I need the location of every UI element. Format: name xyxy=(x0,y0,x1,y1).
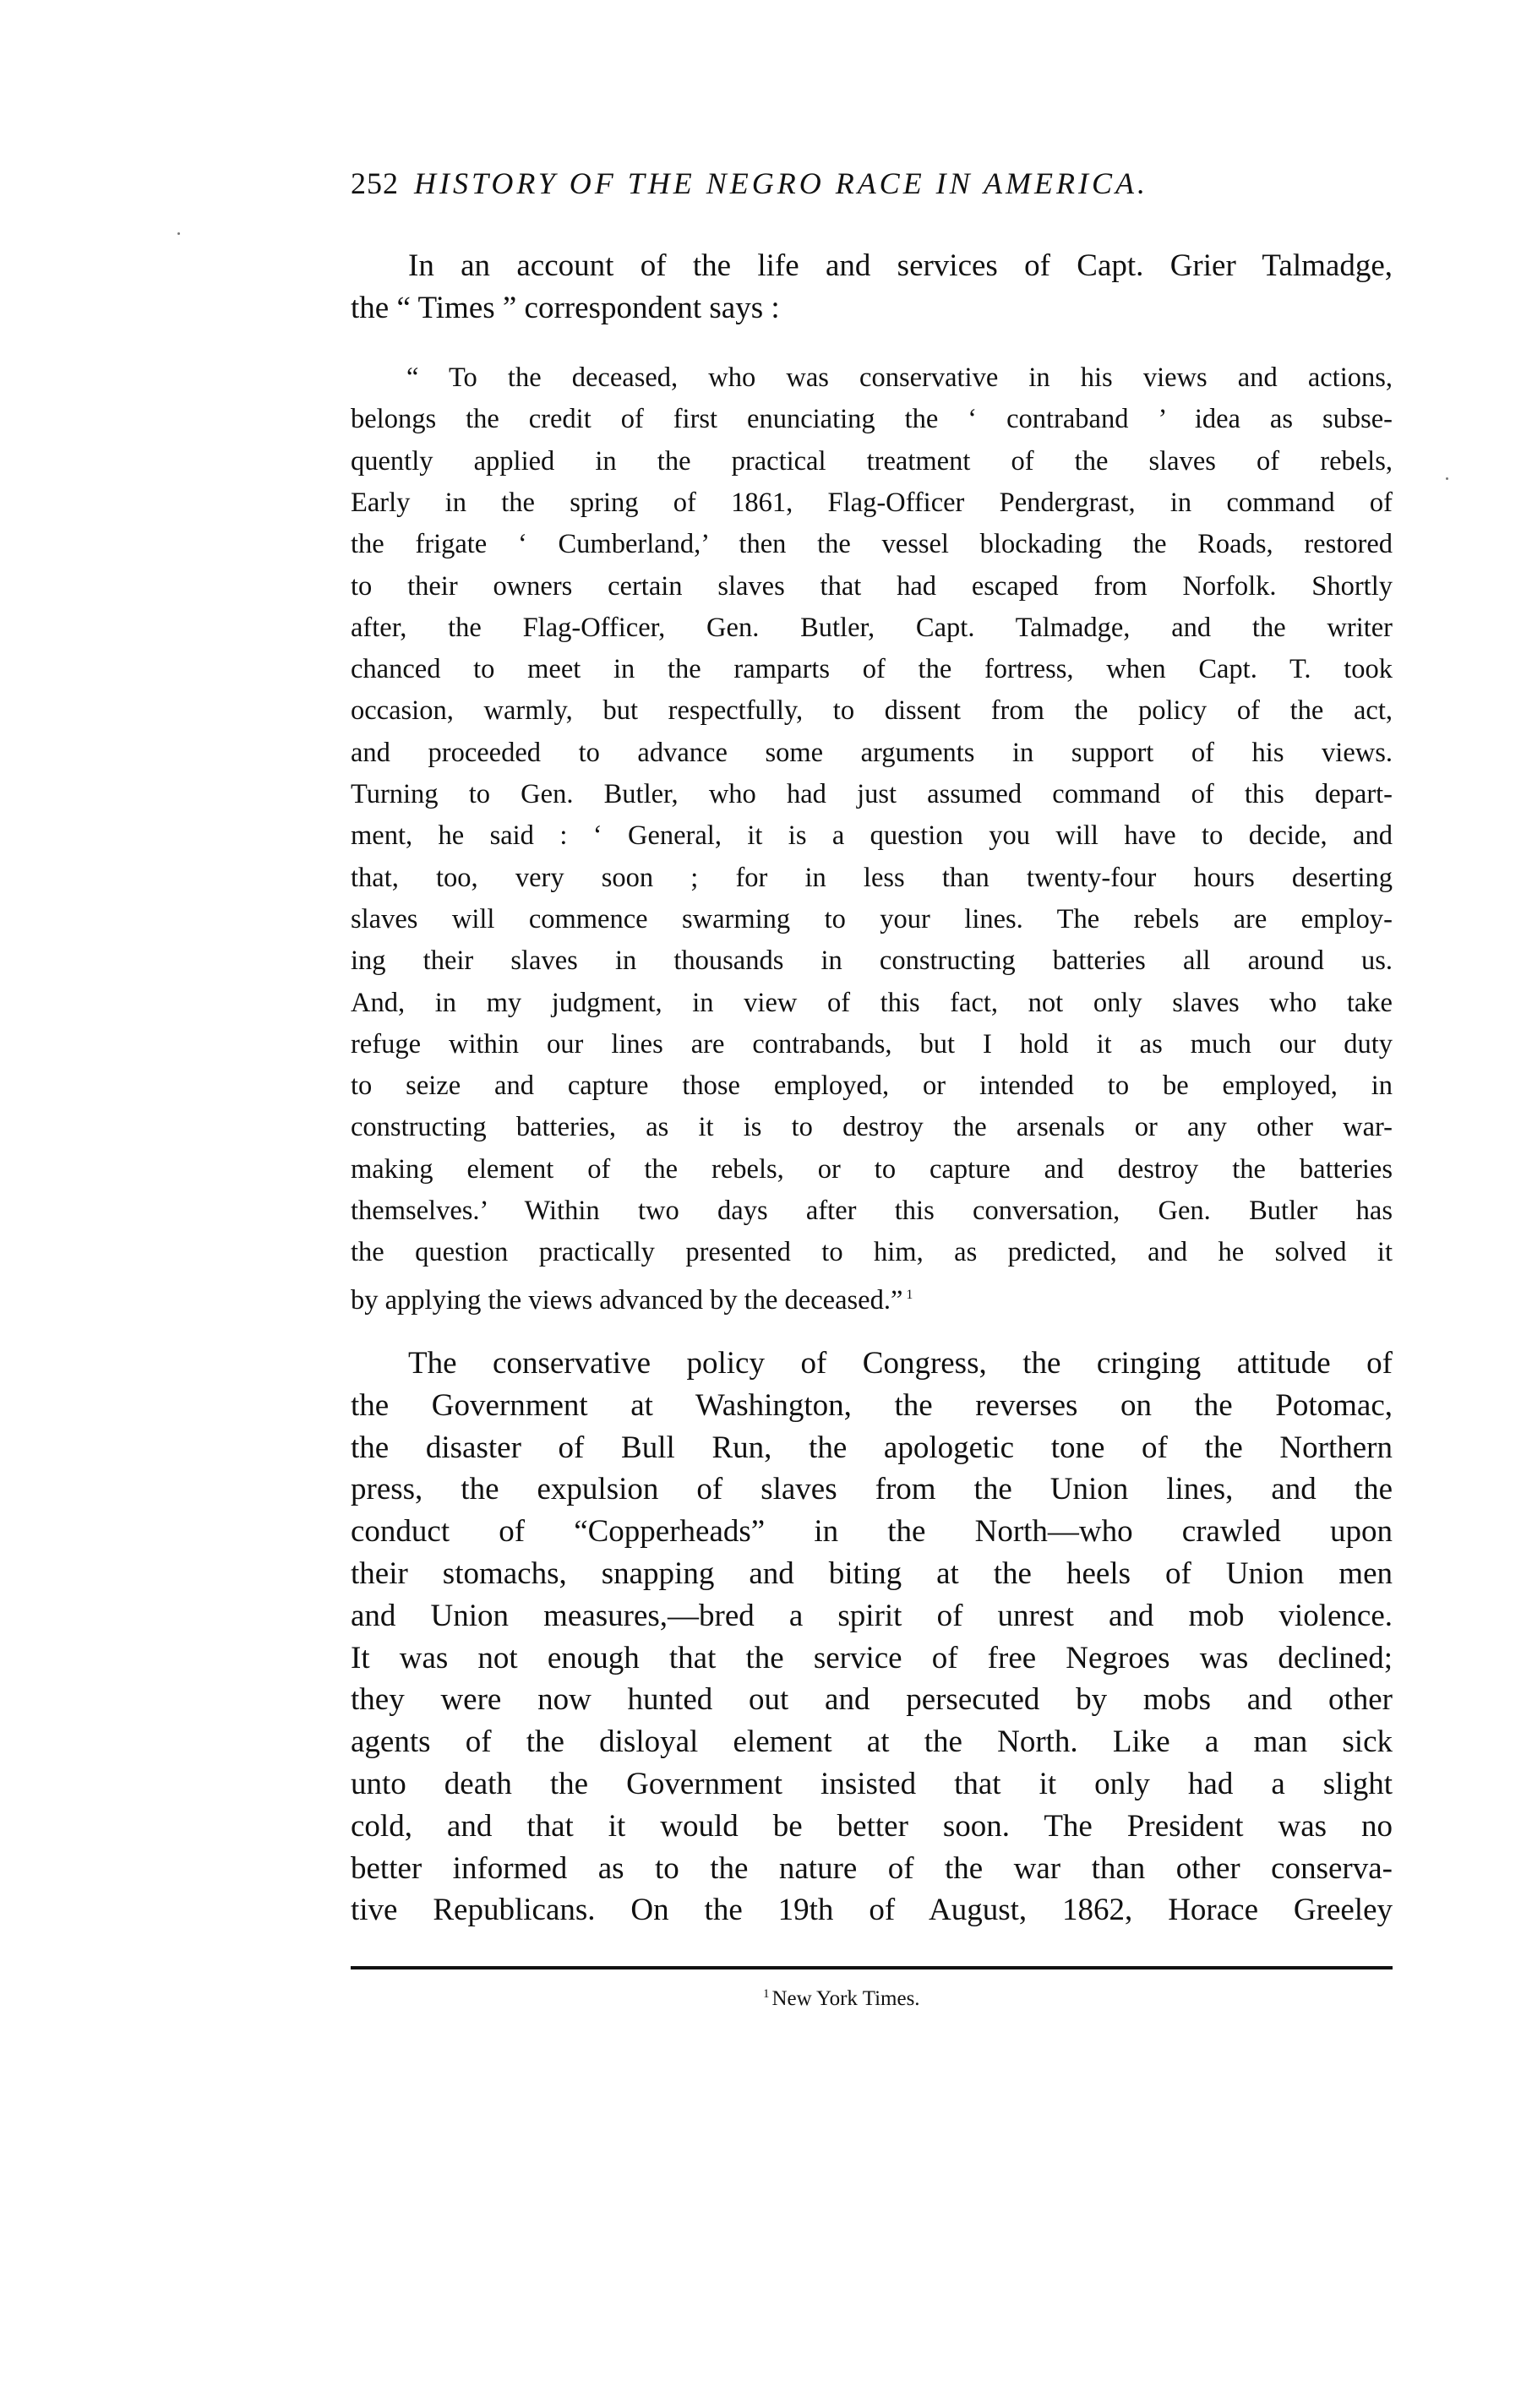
text-line: the “ Times ” correspondent says : xyxy=(351,290,780,325)
paper-speck xyxy=(177,232,180,235)
text-line: chanced to meet in the ramparts of the fortress, when Capt. T. took xyxy=(351,654,1393,685)
text-line: agents of the disloyal element at the North. Like a man sick xyxy=(351,1724,1393,1760)
footnote-marker: 1 xyxy=(763,1987,770,2001)
text-line: making element of the rebels, or to capture and destroy the batteries xyxy=(351,1153,1393,1185)
text-line: refuge within our lines are contrabands, but I hold it as much our duty xyxy=(351,1028,1393,1060)
text-line: constructing batteries, as it is to destroy the arsenals or any other war- xyxy=(351,1112,1393,1143)
text-line: to seize and capture those employed, or intended to be employed, in xyxy=(351,1071,1393,1102)
running-header xyxy=(351,166,1393,201)
running-title: HISTORY OF THE NEGRO RACE IN AMERICA. xyxy=(414,166,1148,200)
text-line: press, the expulsion of slaves from the Union lines, and the xyxy=(351,1472,1393,1507)
text-line: their stomachs, snapping and biting at the heels of Union men xyxy=(351,1556,1393,1591)
text-line: Early in the spring of 1861, Flag-Officer Pendergrast, in command of xyxy=(351,487,1393,518)
text-line: the disaster of Bull Run, the apologetic tone of the Northern xyxy=(351,1430,1393,1465)
text-line: The conservative policy of Congress, the cringing attitude of xyxy=(408,1346,1393,1381)
text-line: In an account of the life and services of Capt. Grier Talmadge, xyxy=(408,248,1393,283)
text-line: the frigate ‘ Cumberland,’ then the vessel blockading the Roads, restored xyxy=(351,529,1393,560)
text-line: cold, and that it would be better soon. The President was no xyxy=(351,1808,1393,1844)
footnote-reference: 1 xyxy=(906,1287,913,1302)
text-line: themselves.’ Within two days after this conversation, Gen. Butler has xyxy=(351,1196,1393,1226)
text-line: the Government at Washington, the reverses on the Potomac, xyxy=(351,1387,1393,1423)
text-line: conduct of “Copperheads” in the North—who crawled upon xyxy=(351,1514,1393,1550)
text-line: and proceeded to advance some arguments in support of his views. xyxy=(351,737,1393,768)
page-number: 252 xyxy=(351,166,399,200)
footnote-text: New York Times. xyxy=(771,1987,920,2010)
text-line: ing their slaves in thousands in constructing batteries all around us. xyxy=(351,945,1393,977)
text-line: after, the Flag-Officer, Gen. Butler, Capt. Talmadge, and the writer xyxy=(351,612,1393,643)
paper-speck xyxy=(1446,477,1448,480)
footnote-rule xyxy=(351,1966,1393,1969)
text-line: to their owners certain slaves that had escaped from Norfolk. Shortly xyxy=(351,570,1393,602)
text-line: belongs the credit of first enunciating the ‘ contraband ’ idea as subse- xyxy=(351,404,1393,435)
text-line: by applying the views advanced by the deceased.” $^1$ xyxy=(351,1284,913,1316)
footnote xyxy=(763,1987,920,2011)
text-line: better informed as to the nature of the war than other conserva- xyxy=(351,1850,1393,1886)
text-line: unto death the Government insisted that it only had a slight xyxy=(351,1767,1393,1801)
text-line: slaves will commence swarming to your lines. The rebels are employ- xyxy=(351,903,1393,934)
text-line: and Union measures,—bred a spirit of unrest and mob violence. xyxy=(351,1598,1393,1633)
text-line: And, in my judgment, in view of this fact, not only slaves who take xyxy=(351,987,1393,1018)
text-line: quently applied in the practical treatment of the slaves of rebels, xyxy=(351,445,1393,477)
text-line: that, too, very soon ; for in less than twenty-four hours deserting xyxy=(351,862,1393,893)
text-line: occasion, warmly, but respectfully, to dissent from the policy of the act, xyxy=(351,695,1393,727)
text-line: the question practically presented to him, as predicted, and he solved it xyxy=(351,1237,1393,1268)
text-line: ment, he said : ‘ General, it is a question you will have to decide, and xyxy=(351,820,1393,852)
text-line: tive Republicans. On the 19th of August, 1862, Horace Greeley xyxy=(351,1893,1393,1928)
text-line: they were now hunted out and persecuted by mobs and other xyxy=(351,1682,1393,1718)
text-line: Turning to Gen. Butler, who had just assumed command of this depart- xyxy=(351,779,1393,809)
text-line: It was not enough that the service of free Negroes was declined; xyxy=(351,1640,1393,1675)
text-line: “ To the deceased, who was conservative in his views and actions, xyxy=(406,362,1393,393)
